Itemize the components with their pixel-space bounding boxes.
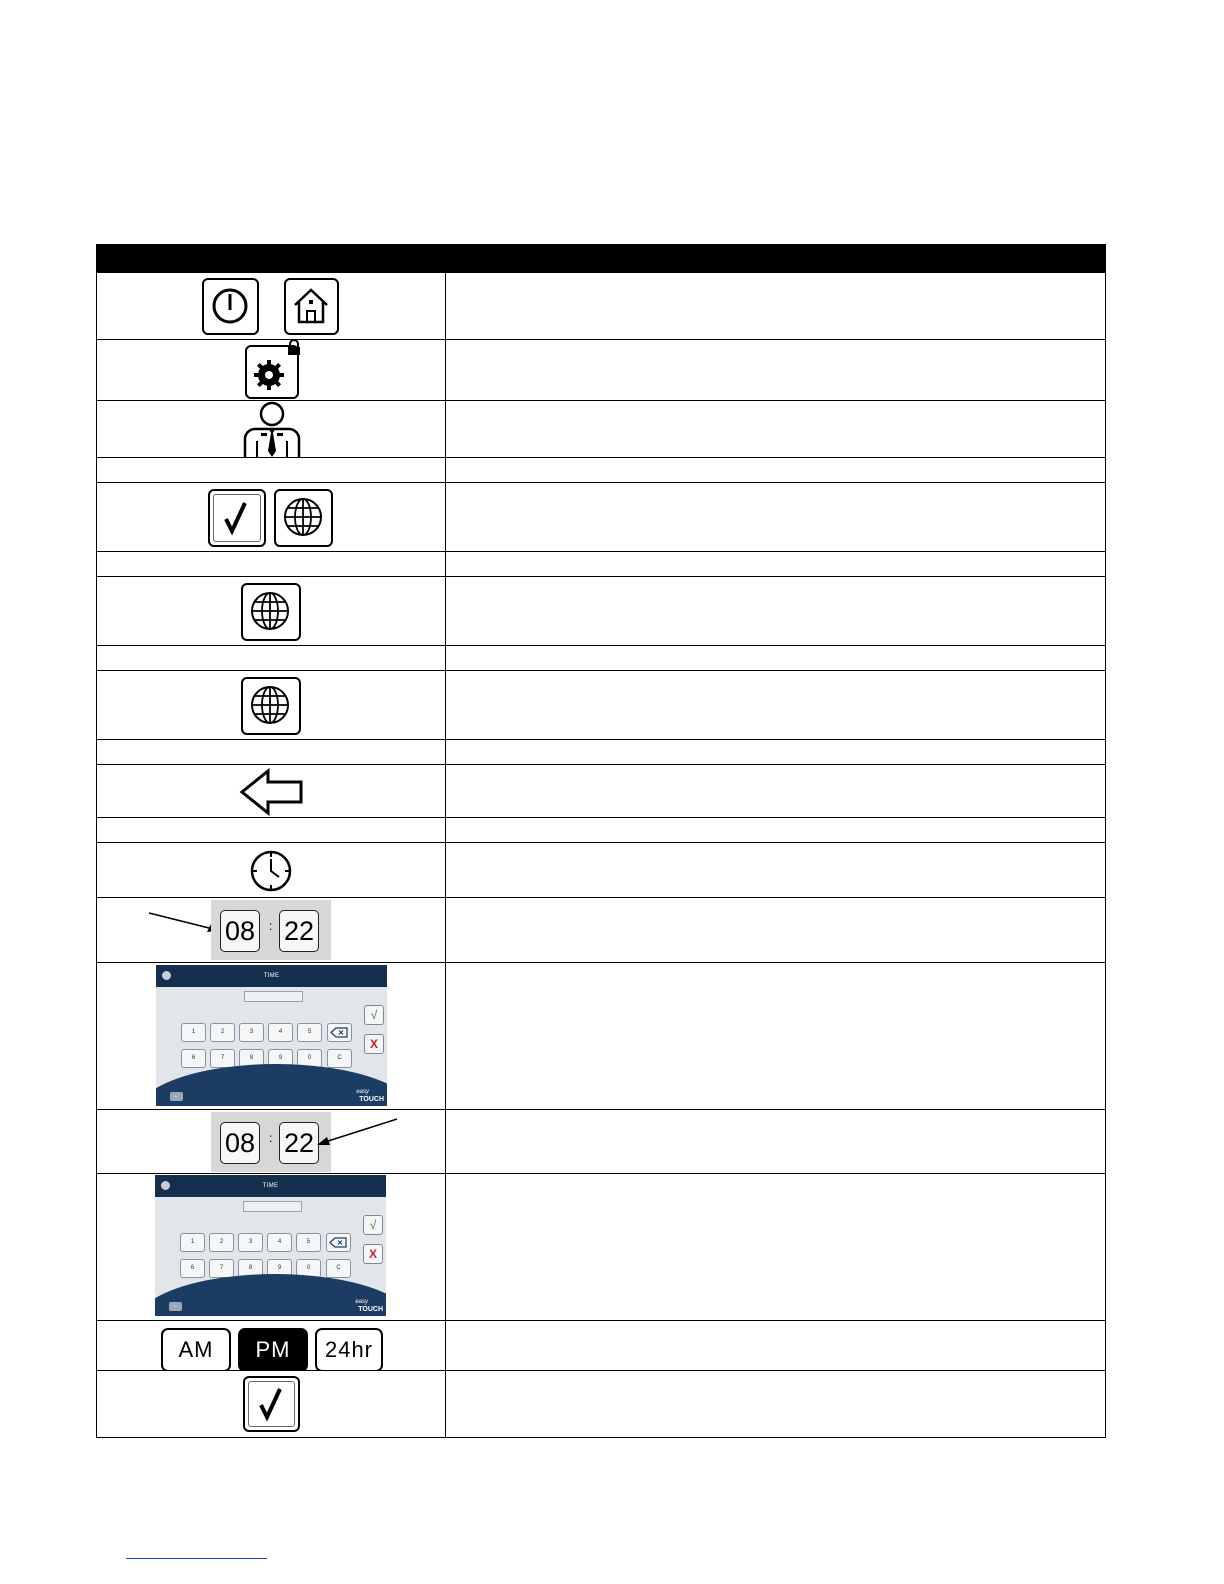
description-cell bbox=[446, 577, 1105, 645]
backspace-icon bbox=[327, 1234, 350, 1251]
description-cell bbox=[446, 483, 1105, 551]
icon-cell bbox=[97, 1110, 446, 1173]
key-7[interactable]: 7 bbox=[209, 1259, 234, 1278]
table-row bbox=[96, 340, 1106, 401]
description-cell bbox=[446, 963, 1105, 1109]
logo-top: easy bbox=[356, 1089, 369, 1095]
key-9[interactable]: 9 bbox=[268, 1049, 293, 1068]
icon-cell bbox=[97, 483, 446, 551]
table-row bbox=[96, 552, 1106, 577]
icon-cell bbox=[97, 671, 446, 739]
time-input[interactable] bbox=[243, 1201, 302, 1212]
time-display bbox=[211, 900, 331, 960]
lock-icon bbox=[287, 340, 301, 356]
confirm-button[interactable] bbox=[208, 489, 266, 547]
icon-cell bbox=[97, 273, 446, 339]
description-cell bbox=[446, 552, 1105, 576]
key-4[interactable]: 4 bbox=[267, 1233, 292, 1252]
icon-cell bbox=[97, 401, 446, 457]
logo-bottom: TOUCH bbox=[359, 1096, 384, 1103]
key-7[interactable]: 7 bbox=[210, 1049, 235, 1068]
table-row bbox=[96, 1174, 1106, 1321]
key-3[interactable]: 3 bbox=[238, 1233, 263, 1252]
key-8[interactable]: 8 bbox=[238, 1259, 263, 1278]
table-header-bar bbox=[96, 244, 1106, 273]
keypad-screenshot bbox=[155, 1175, 386, 1316]
description-cell bbox=[446, 1110, 1105, 1173]
hours-field[interactable]: 08 bbox=[220, 910, 260, 952]
power-icon bbox=[204, 280, 256, 332]
table-row bbox=[96, 963, 1106, 1110]
back-arrow-icon[interactable] bbox=[239, 767, 305, 817]
icon-cell bbox=[97, 740, 446, 764]
cancel-button[interactable]: X bbox=[364, 1034, 384, 1054]
icon-cell bbox=[97, 552, 446, 576]
icon-cell bbox=[97, 765, 446, 817]
description-cell bbox=[446, 818, 1105, 842]
home-button[interactable] bbox=[284, 278, 339, 335]
table-row bbox=[96, 458, 1106, 483]
description-cell bbox=[446, 843, 1105, 897]
table-row bbox=[96, 577, 1106, 646]
description-cell bbox=[446, 898, 1105, 962]
description-cell bbox=[446, 1321, 1105, 1370]
globe-icon bbox=[243, 679, 298, 732]
table-row bbox=[96, 483, 1106, 552]
hours-field[interactable]: 08 bbox=[220, 1122, 260, 1164]
key-3[interactable]: 3 bbox=[239, 1023, 264, 1042]
backspace-icon bbox=[328, 1024, 351, 1041]
pm-button[interactable]: PM bbox=[238, 1328, 308, 1370]
description-cell bbox=[446, 671, 1105, 739]
table-row bbox=[96, 898, 1106, 963]
key-1[interactable]: 1 bbox=[181, 1023, 206, 1042]
globe-icon bbox=[243, 585, 298, 638]
logo-bottom: TOUCH bbox=[358, 1306, 383, 1313]
icon-cell bbox=[97, 1321, 446, 1370]
key-6[interactable]: 6 bbox=[181, 1049, 206, 1068]
globe-icon bbox=[276, 491, 330, 544]
description-cell bbox=[446, 765, 1105, 817]
power-button[interactable] bbox=[202, 278, 259, 335]
key-4[interactable]: 4 bbox=[268, 1023, 293, 1042]
description-cell bbox=[446, 458, 1105, 482]
description-cell bbox=[446, 273, 1105, 339]
24hr-button[interactable]: 24hr bbox=[315, 1328, 383, 1370]
description-cell bbox=[446, 401, 1105, 457]
clock-icon[interactable] bbox=[248, 848, 294, 894]
confirm-button[interactable]: √ bbox=[363, 1215, 383, 1235]
am-button[interactable]: AM bbox=[161, 1328, 231, 1370]
minutes-field[interactable]: 22 bbox=[279, 1122, 319, 1164]
confirm-button[interactable]: √ bbox=[364, 1005, 384, 1025]
footer-link-underline[interactable] bbox=[126, 1558, 267, 1559]
table-row bbox=[96, 671, 1106, 740]
instruction-table bbox=[96, 244, 1106, 1438]
back-icon[interactable]: ← bbox=[169, 1302, 182, 1311]
table-row bbox=[96, 1110, 1106, 1174]
icon-cell bbox=[97, 340, 446, 400]
table-row bbox=[96, 765, 1106, 818]
icon-cell bbox=[97, 1174, 446, 1320]
icon-cell bbox=[97, 843, 446, 897]
table-row bbox=[96, 843, 1106, 898]
key-clear[interactable]: C bbox=[326, 1259, 351, 1278]
time-input[interactable] bbox=[244, 991, 303, 1002]
key-clear[interactable]: C bbox=[327, 1049, 352, 1068]
icon-cell bbox=[97, 1371, 446, 1437]
keypad-screenshot bbox=[156, 965, 387, 1106]
icon-cell bbox=[97, 963, 446, 1109]
key-8[interactable]: 8 bbox=[239, 1049, 264, 1068]
table-row bbox=[96, 401, 1106, 458]
key-2[interactable]: 2 bbox=[209, 1233, 234, 1252]
checkmark-icon bbox=[245, 1378, 297, 1429]
key-6[interactable]: 6 bbox=[180, 1259, 205, 1278]
checkmark-icon bbox=[210, 491, 263, 544]
description-cell bbox=[446, 740, 1105, 764]
icon-cell bbox=[97, 898, 446, 962]
description-cell bbox=[446, 1371, 1105, 1437]
language-button[interactable] bbox=[241, 583, 301, 641]
home-icon bbox=[286, 280, 336, 332]
description-cell bbox=[446, 1174, 1105, 1320]
screen-title: TIME bbox=[262, 1183, 279, 1189]
table-row bbox=[96, 646, 1106, 671]
key-0[interactable]: 0 bbox=[296, 1259, 321, 1278]
language-button[interactable] bbox=[274, 489, 333, 547]
icon-cell bbox=[97, 818, 446, 842]
confirm-button[interactable] bbox=[243, 1376, 300, 1432]
key-0[interactable]: 0 bbox=[297, 1049, 322, 1068]
minutes-field[interactable]: 22 bbox=[279, 910, 319, 952]
key-9[interactable]: 9 bbox=[267, 1259, 292, 1278]
table-row bbox=[96, 1371, 1106, 1438]
back-icon[interactable]: ← bbox=[170, 1092, 183, 1101]
table-row bbox=[96, 1321, 1106, 1371]
key-1[interactable]: 1 bbox=[180, 1233, 205, 1252]
table-row bbox=[96, 740, 1106, 765]
screen-title: TIME bbox=[263, 973, 280, 979]
time-separator: : bbox=[269, 1131, 273, 1145]
description-cell bbox=[446, 340, 1105, 400]
backspace-key[interactable] bbox=[327, 1023, 352, 1042]
table-row bbox=[96, 818, 1106, 843]
icon-cell bbox=[97, 577, 446, 645]
user-manager-icon bbox=[240, 401, 304, 457]
pointer-arrow-icon bbox=[311, 1116, 401, 1152]
icon-cell bbox=[97, 458, 446, 482]
backspace-key[interactable] bbox=[326, 1233, 351, 1252]
table-row bbox=[96, 273, 1106, 340]
description-cell bbox=[446, 646, 1105, 670]
logo-top: easy bbox=[355, 1299, 368, 1305]
key-5[interactable]: 5 bbox=[296, 1233, 321, 1252]
key-5[interactable]: 5 bbox=[297, 1023, 322, 1042]
time-separator: : bbox=[269, 919, 273, 933]
icon-cell bbox=[97, 646, 446, 670]
language-button[interactable] bbox=[241, 677, 301, 735]
cancel-button[interactable]: X bbox=[363, 1244, 383, 1264]
key-2[interactable]: 2 bbox=[210, 1023, 235, 1042]
